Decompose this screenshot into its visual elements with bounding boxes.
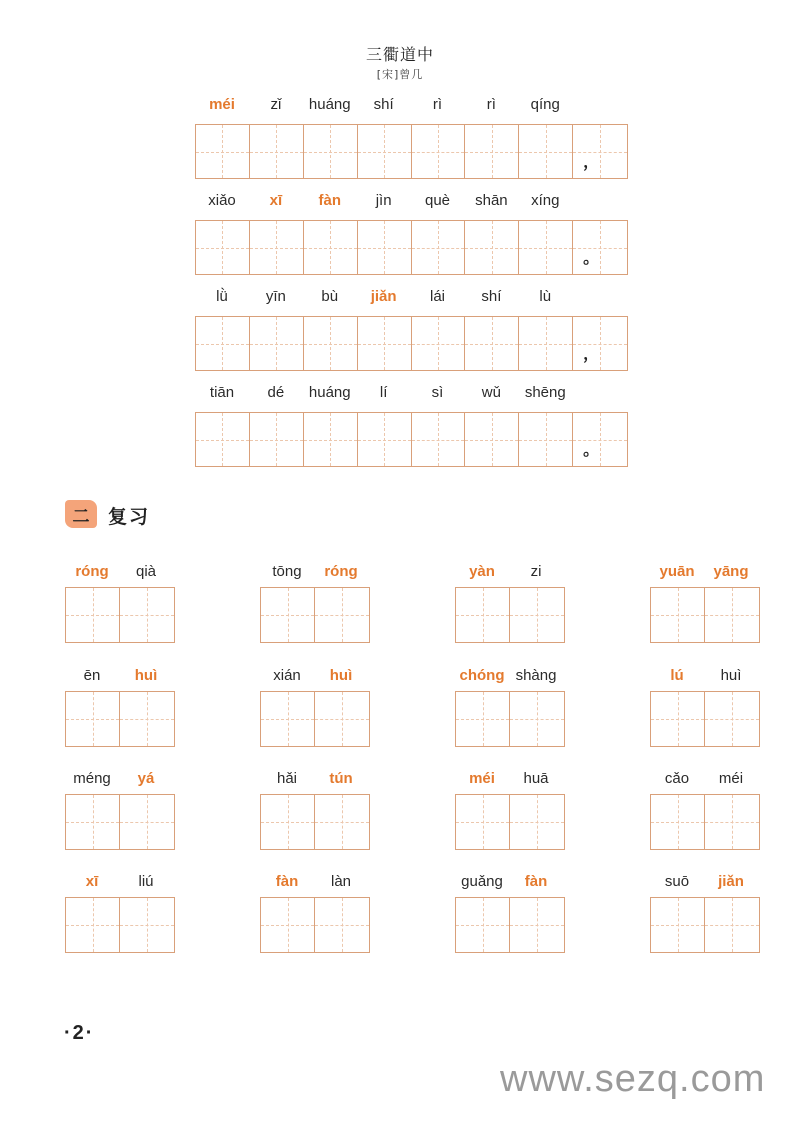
writing-cell[interactable] (412, 125, 466, 178)
pinyin-syllable: yāng (713, 563, 749, 580)
character-grid (650, 897, 760, 953)
pinyin-syllable: chóng (459, 667, 505, 684)
review-word (455, 667, 565, 759)
writing-cell[interactable] (456, 898, 510, 952)
writing-cell[interactable] (519, 317, 573, 370)
writing-cell[interactable] (196, 413, 250, 466)
character-grid (650, 587, 760, 643)
character-grid (260, 587, 370, 643)
character-grid (455, 691, 565, 747)
pinyin-line (195, 96, 628, 116)
writing-cell[interactable] (651, 692, 705, 746)
pinyin-syllable: sì (431, 384, 444, 401)
pinyin-line (195, 192, 628, 212)
writing-cell[interactable] (304, 413, 358, 466)
pinyin-syllable: róng (75, 563, 109, 580)
review-word (650, 563, 760, 655)
poem-line (195, 288, 628, 372)
pinyin-syllable: cǎo (664, 770, 690, 787)
review-word (260, 563, 370, 655)
pinyin-syllable: fàn (275, 873, 299, 890)
writing-cell[interactable] (196, 221, 250, 274)
writing-cell[interactable] (573, 221, 627, 274)
section-number-badge: 二 (65, 500, 97, 528)
punctuation-mark: ， (583, 346, 600, 363)
writing-cell[interactable] (510, 795, 564, 849)
pinyin-syllable: shí (373, 96, 394, 113)
pinyin-syllable: fàn (524, 873, 548, 890)
review-word (260, 770, 370, 862)
writing-cell[interactable] (456, 588, 510, 642)
writing-cell[interactable] (705, 588, 759, 642)
pinyin-syllable: jiǎn (370, 288, 397, 305)
writing-cell[interactable] (705, 692, 759, 746)
pinyin-syllable: tiān (209, 384, 235, 401)
pinyin-syllable: róng (324, 563, 358, 580)
review-word (65, 873, 175, 965)
review-word (650, 873, 760, 965)
pinyin-syllable: xī (269, 192, 283, 209)
review-word (260, 873, 370, 965)
pinyin-syllable: hǎi (276, 770, 298, 787)
writing-cell[interactable] (304, 125, 358, 178)
writing-cell[interactable] (573, 125, 627, 178)
character-grid (650, 794, 760, 850)
pinyin-syllable: qíng (530, 96, 560, 113)
character-grid (455, 587, 565, 643)
pinyin-syllable: lú (670, 667, 684, 684)
pinyin-syllable: lái (429, 288, 445, 305)
writing-cell[interactable] (456, 692, 510, 746)
character-grid (65, 587, 175, 643)
writing-cell[interactable] (250, 317, 304, 370)
pinyin-syllable: huáng (308, 96, 351, 113)
writing-cell[interactable] (250, 221, 304, 274)
pinyin-syllable: shēng (524, 384, 566, 401)
pinyin-syllable: méi (718, 770, 744, 787)
writing-cell[interactable] (315, 898, 369, 952)
pinyin-syllable: shān (475, 192, 508, 209)
pinyin-line (195, 384, 628, 404)
writing-cell[interactable] (465, 221, 519, 274)
writing-cell[interactable] (705, 898, 759, 952)
punctuation-mark: ， (583, 154, 600, 171)
character-grid (455, 897, 565, 953)
review-word (65, 667, 175, 759)
character-grid (650, 691, 760, 747)
writing-cell[interactable] (465, 413, 519, 466)
pinyin-syllable: jìn (375, 192, 392, 209)
writing-cell[interactable] (358, 125, 412, 178)
punctuation-mark: 。 (583, 442, 600, 459)
pinyin-syllable: shí (481, 288, 502, 305)
punctuation-mark: 。 (583, 250, 600, 267)
character-grid (65, 691, 175, 747)
page-number: ·2· (64, 1022, 95, 1044)
writing-cell[interactable] (315, 692, 369, 746)
writing-cell[interactable] (519, 125, 573, 178)
poem-line (195, 384, 628, 468)
writing-cell[interactable] (519, 413, 573, 466)
review-word (455, 770, 565, 862)
character-grid (195, 220, 628, 275)
review-word (455, 563, 565, 655)
pinyin-syllable: xíng (531, 192, 560, 209)
writing-cell[interactable] (651, 795, 705, 849)
pinyin-syllable: jiǎn (718, 873, 744, 890)
pinyin-syllable: yīn (265, 288, 286, 305)
character-grid (65, 794, 175, 850)
pinyin-syllable: wǔ (481, 384, 501, 401)
pinyin-syllable: lǜ (216, 288, 228, 305)
pinyin-syllable: lí (379, 384, 388, 401)
review-word (65, 563, 175, 655)
pinyin-syllable: zi (530, 563, 542, 580)
pinyin-syllable: qià (135, 563, 157, 580)
pinyin-syllable: tún (329, 770, 353, 787)
pinyin-syllable: huì (720, 667, 742, 684)
writing-cell[interactable] (510, 588, 564, 642)
poem-line (195, 96, 628, 180)
character-grid (260, 691, 370, 747)
character-grid (195, 124, 628, 179)
review-word (650, 667, 760, 759)
character-grid (65, 897, 175, 953)
writing-cell[interactable] (196, 317, 250, 370)
pinyin-syllable: tōng (272, 563, 302, 580)
pinyin-syllable: xián (273, 667, 301, 684)
writing-cell[interactable] (358, 317, 412, 370)
writing-cell[interactable] (120, 588, 174, 642)
character-grid (195, 316, 628, 371)
writing-cell[interactable] (250, 413, 304, 466)
writing-cell[interactable] (465, 125, 519, 178)
writing-cell[interactable] (412, 413, 466, 466)
pinyin-syllable: rì (432, 96, 443, 113)
writing-cell[interactable] (705, 795, 759, 849)
pinyin-syllable: ēn (83, 667, 101, 684)
writing-cell[interactable] (120, 692, 174, 746)
pinyin-syllable: làn (330, 873, 352, 890)
review-word (260, 667, 370, 759)
pinyin-syllable: guǎng (461, 873, 503, 890)
writing-cell[interactable] (120, 898, 174, 952)
pinyin-syllable: huì (329, 667, 353, 684)
writing-cell[interactable] (412, 221, 466, 274)
writing-cell[interactable] (465, 317, 519, 370)
writing-cell[interactable] (66, 692, 120, 746)
writing-cell[interactable] (304, 317, 358, 370)
character-grid (195, 412, 628, 467)
pinyin-syllable: shàng (515, 667, 557, 684)
writing-cell[interactable] (412, 317, 466, 370)
writing-cell[interactable] (66, 588, 120, 642)
pinyin-syllable: dé (267, 384, 285, 401)
pinyin-syllable: suō (664, 873, 690, 890)
writing-cell[interactable] (358, 221, 412, 274)
character-grid (260, 897, 370, 953)
section-title: 复习 (108, 506, 151, 528)
poem-author: [宋]曾几 (376, 68, 424, 81)
pinyin-line (195, 288, 628, 308)
pinyin-syllable: méng (73, 770, 111, 787)
review-word (65, 770, 175, 862)
pinyin-syllable: yàn (469, 563, 495, 580)
writing-cell[interactable] (304, 221, 358, 274)
pinyin-syllable: rì (486, 96, 496, 113)
pinyin-syllable: yuān (659, 563, 695, 580)
writing-cell[interactable] (573, 413, 627, 466)
pinyin-syllable: liú (138, 873, 154, 890)
writing-cell[interactable] (261, 795, 315, 849)
writing-cell[interactable] (315, 795, 369, 849)
pinyin-syllable: xī (85, 873, 99, 890)
writing-cell[interactable] (651, 898, 705, 952)
pinyin-syllable: yá (137, 770, 155, 787)
writing-cell[interactable] (456, 795, 510, 849)
review-word (650, 770, 760, 862)
writing-cell[interactable] (510, 692, 564, 746)
pinyin-syllable: lù (539, 288, 552, 305)
writing-cell[interactable] (196, 125, 250, 178)
writing-cell[interactable] (510, 898, 564, 952)
character-grid (455, 794, 565, 850)
watermark: www.sezq.com (500, 1058, 766, 1100)
writing-cell[interactable] (261, 898, 315, 952)
poem-line (195, 192, 628, 276)
pinyin-syllable: huì (134, 667, 158, 684)
writing-cell[interactable] (250, 125, 304, 178)
writing-cell[interactable] (519, 221, 573, 274)
writing-cell[interactable] (66, 795, 120, 849)
writing-cell[interactable] (651, 588, 705, 642)
pinyin-syllable: méi (209, 96, 235, 113)
pinyin-syllable: méi (469, 770, 495, 787)
character-grid (260, 794, 370, 850)
writing-cell[interactable] (315, 588, 369, 642)
pinyin-syllable: bù (321, 288, 339, 305)
writing-cell[interactable] (573, 317, 627, 370)
pinyin-syllable: xiǎo (208, 192, 236, 209)
review-word (455, 873, 565, 965)
pinyin-syllable: zǐ (270, 96, 282, 113)
writing-cell[interactable] (261, 588, 315, 642)
pinyin-syllable: huā (523, 770, 549, 787)
writing-cell[interactable] (261, 692, 315, 746)
writing-cell[interactable] (120, 795, 174, 849)
poem-title: 三衢道中 (365, 45, 434, 64)
pinyin-syllable: fàn (318, 192, 341, 209)
writing-cell[interactable] (66, 898, 120, 952)
pinyin-syllable: huáng (308, 384, 351, 401)
pinyin-syllable: què (424, 192, 451, 209)
writing-cell[interactable] (358, 413, 412, 466)
